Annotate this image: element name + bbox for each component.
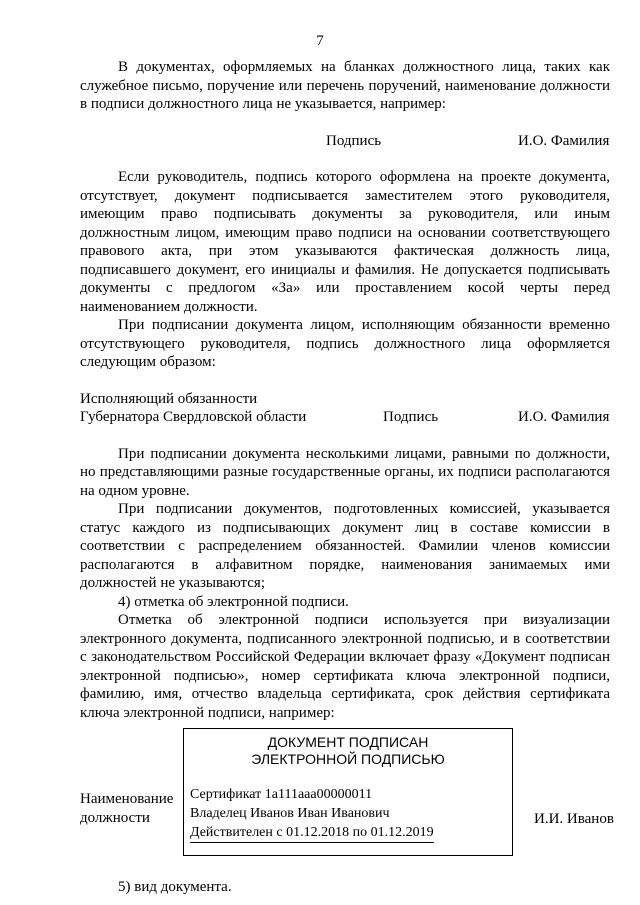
paragraph-7: Отметка об электронной подписи используется при визуализации электронного документа, подписанного электронной подписью, и в соответствии с законодательством Российской Федерации включает фразу «Документ подписан электронной подписью», номер сертификата ключа электронной подписи, фамилию, имя, отчество владельца сертификата, срок действия сертификата ключа электронной подписи, например: (80, 612, 610, 721)
certificate-validity: Действителен с 01.12.2018 по 01.12.2019 (190, 823, 434, 843)
paragraph-8: 5) вид документа. (118, 879, 232, 895)
page-number: 7 (316, 33, 324, 49)
stamp-title: ДОКУМЕНТ ПОДПИСАН ЭЛЕКТРОННОЙ ПОДПИСЬЮ (251, 734, 445, 767)
paragraph-5: При подписании документов, подготовленных комиссией, указывается статус каждого из подписывающих документ лиц в составе комиссии в соответствии с распределением обязанностей. Фамилии членов комиссии располагаются в алфавитном порядке, наименования занимаемых ими должностей не указываются; (80, 501, 610, 591)
paragraph-6: 4) отметка об электронной подписи. (118, 593, 349, 610)
document-body (80, 58, 614, 897)
certificate-owner: Владелец Иванов Иван Иванович (190, 806, 390, 821)
electronic-signature-example (80, 728, 614, 860)
signature-placeholder: Подпись (383, 409, 439, 425)
signature-example-1 (80, 132, 610, 151)
signer-name: И.О. Фамилия (518, 409, 610, 425)
electronic-signature-stamp (183, 728, 513, 856)
paragraph-4: При подписании документа несколькими лицами, равными по должности, но представляющими разные государственные органы, их подписи располагаются на одном уровне. (80, 445, 610, 499)
signature-example-2 (80, 390, 610, 427)
signer-name: И.О. Фамилия (518, 132, 610, 149)
stamp-details (190, 785, 512, 843)
signature-placeholder: Подпись (326, 132, 382, 149)
signer-name: И.И. Иванов (534, 811, 614, 827)
paragraph-3: При подписании документа лицом, исполняющим обязанности временно отсутствующего руководителя, подпись должностного лица оформляется следующим образом: (80, 317, 610, 370)
certificate-number: Сертификат 1a111aaa00000011 (190, 787, 373, 802)
paragraph-1: В документах, оформляемых на бланках должностного лица, таких как служебное письмо, поручение или перечень поручений, наименование должности в подписи должностного лица не указывается, например: (80, 59, 610, 112)
position-label: Наименование должности (80, 791, 174, 826)
position-line-1: Исполняющий обязанности (80, 390, 258, 407)
paragraph-2: Если руководитель, подпись которого оформлена на проекте документа, отсутствует, документ подписывается заместителем этого руководителя, имеющим право подписывать документы за руководителя, или иным должностным лицом, имеющим право подписи на основании соответствующего правового акта, при этом указываются фактическая должность лица, подписавшего документ, его инициалы и фамилия. Не допускается подписывать документы с предлогом «За» или проставлением косой черты перед наименованием должности. (80, 169, 610, 315)
position-line-2: Губернатора Свердловской области (80, 409, 307, 425)
